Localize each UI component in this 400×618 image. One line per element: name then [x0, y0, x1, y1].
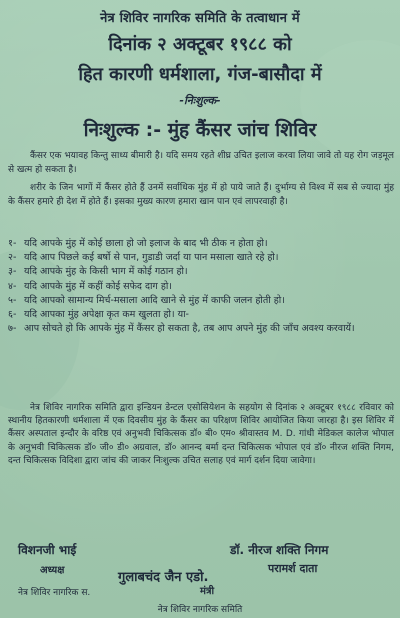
list-item	[8, 265, 394, 279]
list-item	[8, 251, 394, 265]
item-text: यदि आप पिछले कई बर्षो से पान, गुडाडी जर्दा या पान मसाला खाते रहे हो।	[24, 252, 279, 264]
item-number: ६-	[8, 309, 17, 321]
organization-short: नेत्र शिविर नागरिक स.	[18, 588, 91, 598]
item-text: यदि आपको सामान्य मिर्च-मसाला आदि खाने से मुंह में काफी जलन होती हो।	[24, 294, 285, 306]
item-text: यदि आपके मुंह में कहीं कोई सफेद दाग हो।	[24, 280, 172, 292]
signatory-advisor-role: परामर्श दाता	[268, 562, 318, 575]
item-number: ७-	[8, 323, 17, 335]
footer-organization: नेत्र शिविर नागरिक समिति	[157, 605, 243, 615]
signatory-president-name: विशनजी भाई	[18, 543, 77, 557]
symptom-list	[8, 237, 394, 336]
item-text: यदि आपका मुंह अपेक्षा कृत कम खुलता हो। या-	[24, 309, 189, 321]
item-number: ५-	[8, 294, 17, 306]
intro-paragraph-2: शरीर के जिन भागों में कैंसर होते हैं उनमें सर्वाधिक मुंह में हो पाये जाते हैं। दुर्भाग्य से विश्व में सब से ज्यादा मुंह के कैंसर हमारे ही देश में होते हैं। इसका मुख्य कारण हमारा खान पान एवं लापरवाही है।	[8, 183, 394, 207]
list-item	[8, 294, 394, 308]
header-venue: हित कारणी धर्मशाला, गंज-बासौदा में	[78, 64, 322, 85]
header-date: दिनांक २ अक्टूबर १९८८ को	[108, 34, 292, 55]
camp-title: निःशुल्क :- मुंह कैंसर जांच शिविर	[83, 119, 317, 141]
list-item	[8, 280, 394, 294]
list-item	[8, 322, 394, 336]
signatory-secretary-role: मंत्री	[200, 586, 215, 597]
header-organizer: नेत्र शिविर नागरिक समिति के तत्वाधान में	[100, 11, 300, 26]
signatory-president-role: अध्यक्ष	[40, 565, 65, 576]
intro-paragraph: कैंसर एक भयावह किन्तु साध्य बीमारी है। यदि समय रहते शीघ्र उचित इलाज करवा लिया जावे तो यह रोग जड़मूल से खत्म हो सकता है।	[8, 151, 394, 175]
item-number: १-	[8, 238, 17, 249]
list-item	[8, 237, 394, 251]
item-text: यदि आपके मुंह में कोई छाला हो जो इलाज के बाद भी ठीक न होता हो।	[24, 238, 268, 249]
item-number: ३-	[8, 266, 17, 278]
signatory-advisor-name: डॉ. नीरज शक्ति निगम	[230, 543, 329, 557]
closing-paragraph: नेत्र शिविर नागरिक समिति द्वारा इन्डियन डेन्टल एसोसियेशन के सहयोग से दिनांक २ अक्टूबर १९८८ रविवार को स्थानीय हितकारणी धर्मशाला में एक दिवसीय मुंह के कैंसर का परिक्षण शिविर आयोजित किया जारहा है। इस शिविर में कैंसर अस्पताल इन्दौर के वरिष्ठ एवं अनुभवी चिकित्सक डॉ० बी० एम० श्रीवास्तव M. D. गांधी मेडिकल कालेज भोपाल के अनुभवी चिकित्सक डॉ० जी० डी० अग्रवाल, डॉ० आनन्द बर्मा दन्त चिकित्सक भोपाल एवं डॉ० नीरज शक्ति निगम, दन्त चिकित्सक विदिशा द्वारा जांच की जाकर निःशुल्क उचित सलाह एवं मार्ग दर्शन दिया जावेगा।	[8, 403, 394, 466]
free-label: -निःशुल्क-	[179, 94, 221, 107]
signatory-secretary-name: गुलाबचंद जैन एडो.	[118, 570, 209, 585]
item-text: यदि आपके मुंह के किसी भाग में कोई गठान हो।	[24, 266, 188, 278]
list-item	[8, 308, 394, 322]
item-text: आप सोचते हो कि आपके मुंह में कैंसर हो सकता है, तब आप अपने मुंह की जाँच अवश्य करवायें।	[24, 323, 355, 335]
item-number: २-	[8, 252, 17, 264]
item-number: ४-	[8, 280, 17, 292]
